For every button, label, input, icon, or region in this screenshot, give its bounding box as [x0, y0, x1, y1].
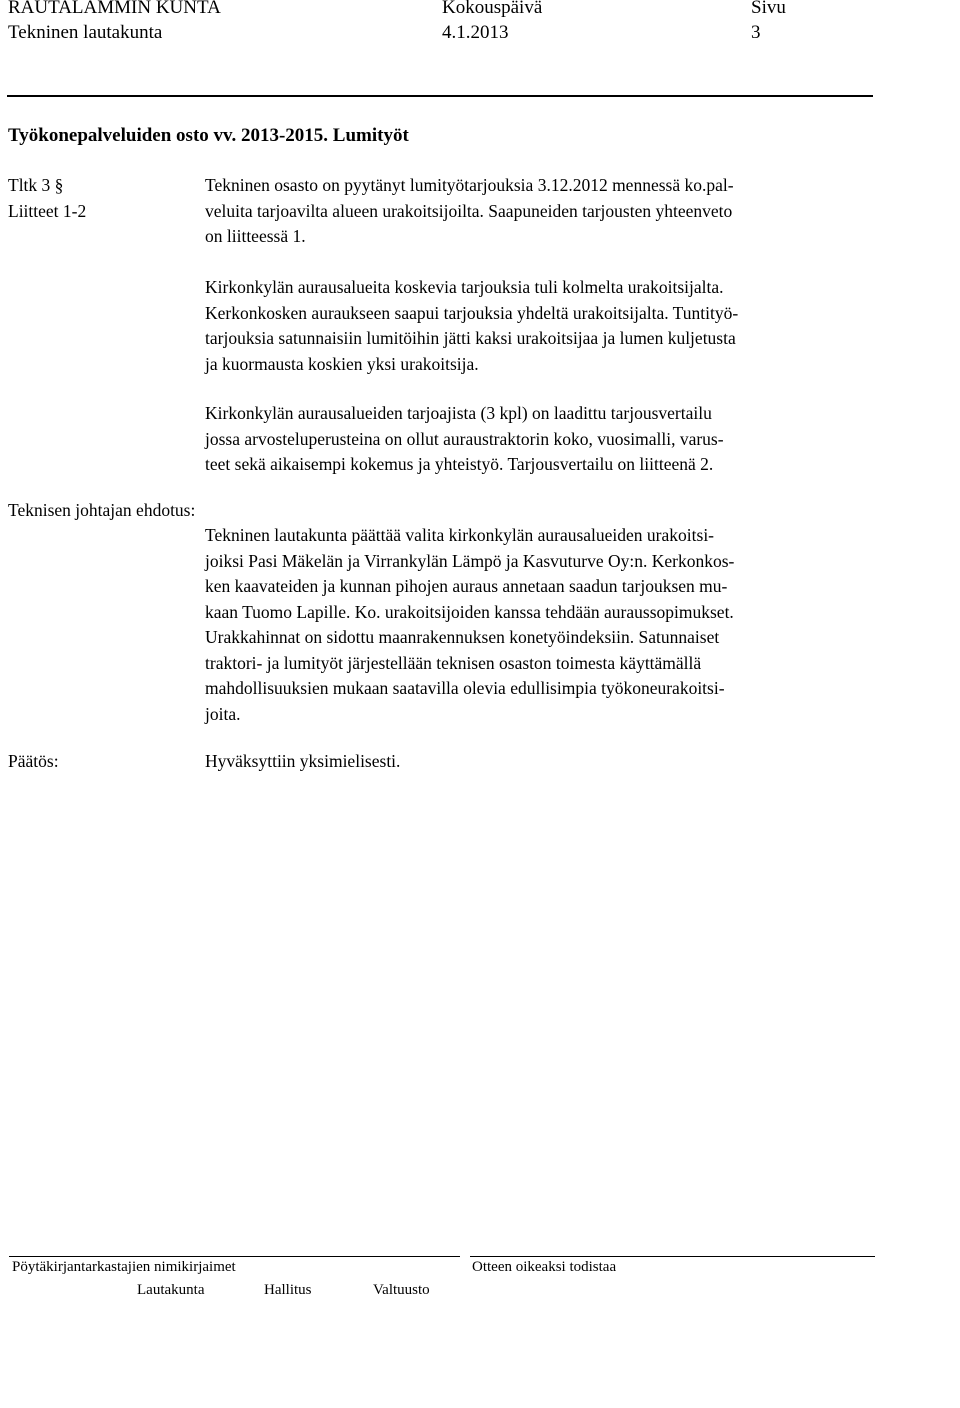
page-number: 3 [751, 22, 761, 43]
header-divider [7, 95, 873, 97]
text-line: Kerkonkosken auraukseen saapui tarjouksia yhdeltä urakoitsijalta. Tuntityö- [205, 302, 739, 323]
paragraph-offers [205, 275, 738, 377]
paragraph-request [205, 173, 734, 250]
text-line: joita. [205, 703, 241, 724]
page-label: Sivu [751, 0, 786, 18]
text-line: on liitteessä 1. [205, 226, 306, 246]
text-line: joiksi Pasi Mäkelän ja Virrankylän Lämpö ja Kasvuturve Oy:n. Kerkonkos- [205, 550, 735, 571]
paragraph-comparison [205, 401, 724, 478]
proposal-label: Teknisen johtajan ehdotus: [8, 500, 196, 520]
section-reference: Tltk 3 § [8, 175, 64, 195]
signature-valtuusto: Valtuusto [373, 1282, 430, 1298]
signatures-label: Pöytäkirjantarkastajien nimikirjaimet [12, 1259, 236, 1275]
text-line: traktori- ja lumityöt järjestellään teknisen osaston toimesta käyttämällä [205, 652, 702, 673]
text-line: Kirkonkylän aurausalueita koskevia tarjouksia tuli kolmelta urakoitsijalta. [205, 277, 724, 297]
text-line: ken kaavateiden ja kunnan pihojen auraus annetaan saadun tarjouksen mu- [205, 576, 728, 596]
attachments-reference: Liitteet 1-2 [8, 201, 87, 221]
organization-name: RAUTALAMMIN KUNTA [8, 0, 221, 18]
text-line: tarjouksia satunnaisiin lumitöihin jätti kaksi urakoitsijaa ja lumen kuljetusta [205, 328, 736, 348]
decision-text: Hyväksyttiin yksimielisesti. [205, 751, 401, 771]
text-line: ja kuormausta koskien yksi urakoitsija. [205, 353, 479, 374]
text-line: Urakkahinnat on sidottu maanrakennuksen konetyöindeksiin. Satunnaiset [205, 627, 720, 647]
meeting-date: 4.1.2013 [442, 22, 509, 43]
text-line: Tekninen lautakunta päättää valita kirkonkylän aurausalueiden urakoitsi- [205, 525, 715, 545]
text-line: kaan Tuomo Lapille. Ko. urakoitsijoiden kanssa tehdään auraussopimukset. [205, 601, 734, 622]
signatures-rule [9, 1256, 460, 1257]
proposal-text [205, 523, 734, 727]
meeting-date-label: Kokouspäivä [442, 0, 543, 18]
text-line: mahdollisuuksien mukaan saatavilla olevia edullisimpia työkoneurakoitsi- [205, 678, 725, 698]
text-line: Tekninen osasto on pyytänyt lumityötarjouksia 3.12.2012 mennessä ko.pal- [205, 175, 734, 195]
text-line: veluita tarjoavilta alueen urakoitsijoilta. Saapuneiden tarjousten yhteenveto [205, 200, 733, 221]
board-name: Tekninen lautakunta [8, 22, 163, 43]
signature-lautakunta: Lautakunta [137, 1282, 205, 1298]
certified-label: Otteen oikeaksi todistaa [472, 1259, 617, 1275]
text-line: Kirkonkylän aurausalueiden tarjoajista (3 kpl) on laadittu tarjousvertailu [205, 403, 712, 423]
signature-hallitus: Hallitus [264, 1282, 312, 1298]
text-line: teet sekä aikaisempi kokemus ja yhteistyö. Tarjousvertailu on liitteenä 2. [205, 454, 714, 474]
document-title: Työkonepalveluiden osto vv. 2013-2015. Lumityöt [8, 125, 409, 146]
certification-rule [470, 1256, 875, 1257]
decision-label: Päätös: [8, 751, 59, 771]
text-line: jossa arvosteluperusteina on ollut auraustraktorin koko, vuosimalli, varus- [205, 428, 724, 449]
